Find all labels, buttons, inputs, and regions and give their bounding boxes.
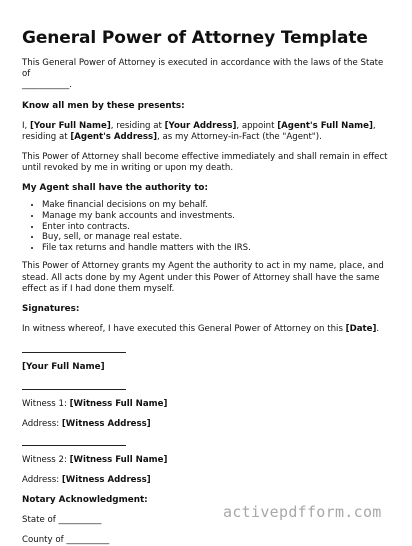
grant-paragraph: This Power of Attorney grants my Agent the authority to act in my name, place, and stead. All acts done by my Agent under this Power of Attorney shall have the same effect as if I had done them myself. bbox=[22, 261, 384, 294]
notary-heading: Notary Acknowledgment: bbox=[22, 495, 148, 506]
authority-item: • Buy, sell, or manage real estate. bbox=[42, 232, 394, 243]
appointment-paragraph bbox=[22, 121, 394, 143]
know-heading: Know all men by these presents: bbox=[22, 100, 185, 111]
principal-name: [Your Full Name] bbox=[30, 120, 111, 131]
agent-address: [Agent's Address] bbox=[70, 131, 158, 142]
signatures-heading: Signatures: bbox=[22, 304, 80, 314]
witness1-label: Witness 1: bbox=[22, 399, 70, 410]
intro-blank: ___________. bbox=[22, 80, 72, 91]
witness-whereof-end: . bbox=[376, 324, 380, 334]
witness1-signature-line bbox=[22, 389, 126, 390]
intro-paragraph bbox=[22, 58, 394, 92]
appoint-text-5: , as my Attorney-in-Fact (the "Agent"). bbox=[157, 131, 322, 142]
appoint-text-4: , residing at bbox=[22, 120, 376, 142]
authority-heading: My Agent shall have the authority to: bbox=[22, 183, 208, 194]
authority-item: • Enter into contracts. bbox=[42, 222, 394, 233]
appoint-text-1: I, bbox=[22, 120, 30, 131]
authority-list bbox=[22, 200, 394, 253]
appoint-text-2: , residing at bbox=[110, 120, 165, 131]
witness2-address: [Witness Address] bbox=[61, 474, 151, 485]
effective-paragraph: This Power of Attorney shall become effective immediately and shall remain in effect until revoked by me in writing or upon my death. bbox=[22, 152, 388, 174]
agent-name: [Agent's Full Name] bbox=[277, 120, 373, 131]
state-line: State of __________ bbox=[22, 515, 102, 526]
witness1-address-line bbox=[22, 419, 394, 430]
appoint-text-3: , appoint bbox=[236, 120, 278, 131]
authority-item: • File tax returns and handle matters with the IRS. bbox=[42, 243, 394, 254]
witness2-address-label: Address: bbox=[22, 474, 62, 485]
witness1-address-label: Address: bbox=[22, 419, 62, 430]
signer-name: [Your Full Name] bbox=[22, 362, 105, 373]
witness1-name: [Witness Full Name] bbox=[69, 399, 168, 410]
witness2-signature-line bbox=[22, 445, 126, 446]
date-placeholder: [Date] bbox=[345, 324, 377, 334]
authority-item: • Make financial decisions on my behalf. bbox=[42, 200, 394, 211]
witness-whereof-text: In witness whereof, I have executed this General Power of Attorney on this bbox=[22, 324, 346, 334]
witness2-name-line bbox=[22, 455, 394, 466]
document-page bbox=[22, 28, 394, 546]
witness2-name: [Witness Full Name] bbox=[69, 454, 168, 465]
intro-text: This General Power of Attorney is executed in accordance with the laws of the State of bbox=[22, 58, 384, 80]
signer-signature-line bbox=[22, 352, 126, 353]
witness-whereof-paragraph bbox=[22, 324, 394, 335]
witness1-name-line bbox=[22, 399, 394, 410]
county-line: County of __________ bbox=[22, 535, 110, 546]
document-title: General Power of Attorney Template bbox=[22, 28, 368, 48]
witness1-address: [Witness Address] bbox=[61, 419, 151, 430]
witness2-address-line bbox=[22, 475, 394, 486]
watermark-footer: activepdfform.com bbox=[223, 503, 382, 521]
principal-address: [Your Address] bbox=[164, 120, 237, 131]
witness2-label: Witness 2: bbox=[22, 454, 70, 465]
authority-item: • Manage my bank accounts and investments. bbox=[42, 211, 394, 222]
